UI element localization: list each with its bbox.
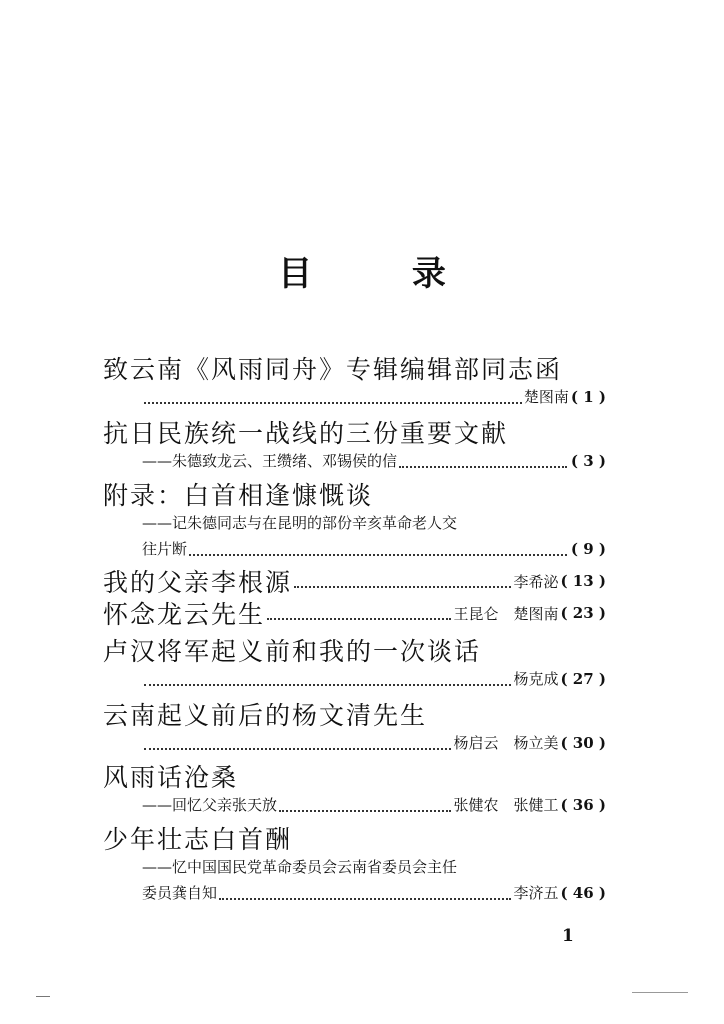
toc-entry-title: 附录：白首相逢慷慨谈 bbox=[103, 481, 374, 510]
scan-speck bbox=[36, 996, 50, 997]
toc-entry-title: 云南起义前后的杨文清先生 bbox=[103, 701, 428, 730]
scan-speck bbox=[632, 992, 688, 993]
toc-entry-line bbox=[142, 386, 606, 408]
toc-author: 杨启云 杨立美 bbox=[453, 734, 559, 752]
toc-author: 李希泌 bbox=[513, 572, 559, 591]
toc-entry-title: 怀念龙云先生 bbox=[103, 600, 266, 629]
toc-subtitle: ——记朱德同志与在昆明的部份辛亥革命老人交 bbox=[142, 514, 458, 532]
dot-leader bbox=[279, 798, 451, 812]
toc-author: 王昆仑 楚图南 bbox=[453, 604, 559, 623]
toc-entry-title: 风雨话沧桑 bbox=[103, 763, 239, 792]
dot-leader bbox=[144, 736, 451, 750]
toc-subtitle: ——回忆父亲张天放 bbox=[142, 796, 278, 814]
toc-entry-title: 少年壮志白首酬 bbox=[103, 825, 293, 854]
toc-author: 杨克成 bbox=[513, 670, 559, 688]
toc-page-number: ( 30 ) bbox=[560, 734, 606, 752]
dot-leader bbox=[294, 574, 511, 588]
dot-leader bbox=[399, 454, 567, 468]
toc-page-number: ( 9 ) bbox=[570, 540, 606, 558]
toc-page-number: ( 1 ) bbox=[570, 388, 606, 406]
toc-author: 张健农 张健工 bbox=[453, 796, 559, 814]
toc-subtitle-cont: 往片断 bbox=[142, 540, 188, 558]
toc-entry-title: 致云南《风雨同舟》专辑编辑部同志函 bbox=[103, 355, 563, 384]
toc-entry-line bbox=[142, 794, 606, 816]
toc-author: 李济五 bbox=[513, 884, 559, 902]
toc-entry-line bbox=[142, 538, 606, 560]
toc-entry-title: 抗日民族统一战线的三份重要文献 bbox=[103, 419, 509, 448]
toc-page-number: ( 23 ) bbox=[560, 604, 606, 622]
dot-leader bbox=[219, 886, 511, 900]
toc-subtitle: ——忆中国国民党革命委员会云南省委员会主任 bbox=[142, 858, 458, 876]
toc-page-number: ( 27 ) bbox=[560, 670, 606, 688]
page-title: 目 录 bbox=[278, 254, 490, 294]
toc-subtitle: ——朱德致龙云、王缵绪、邓锡侯的信 bbox=[142, 452, 398, 470]
toc-entry-line bbox=[142, 450, 606, 472]
toc-entry-title: 卢汉将军起义前和我的一次谈话 bbox=[103, 637, 482, 666]
dot-leader bbox=[267, 606, 451, 620]
dot-leader bbox=[144, 390, 522, 404]
toc-entry-line bbox=[103, 566, 606, 596]
toc-subtitle-cont: 委员龚自知 bbox=[142, 884, 218, 902]
toc-page-number: ( 46 ) bbox=[560, 884, 606, 902]
toc-page-number: ( 36 ) bbox=[560, 796, 606, 814]
toc-entry-line bbox=[142, 668, 606, 690]
toc-entry-line bbox=[103, 598, 606, 628]
dot-leader bbox=[144, 672, 511, 686]
toc-entry-line bbox=[142, 732, 606, 754]
dot-leader bbox=[189, 542, 567, 556]
toc-entry-line bbox=[142, 882, 606, 904]
toc-page-number: ( 3 ) bbox=[570, 452, 606, 470]
page-number: 1 bbox=[562, 926, 574, 946]
toc-page-number: ( 13 ) bbox=[560, 572, 606, 590]
toc-author: 楚图南 bbox=[523, 388, 569, 406]
toc-entry-title: 我的父亲李根源 bbox=[103, 568, 293, 597]
